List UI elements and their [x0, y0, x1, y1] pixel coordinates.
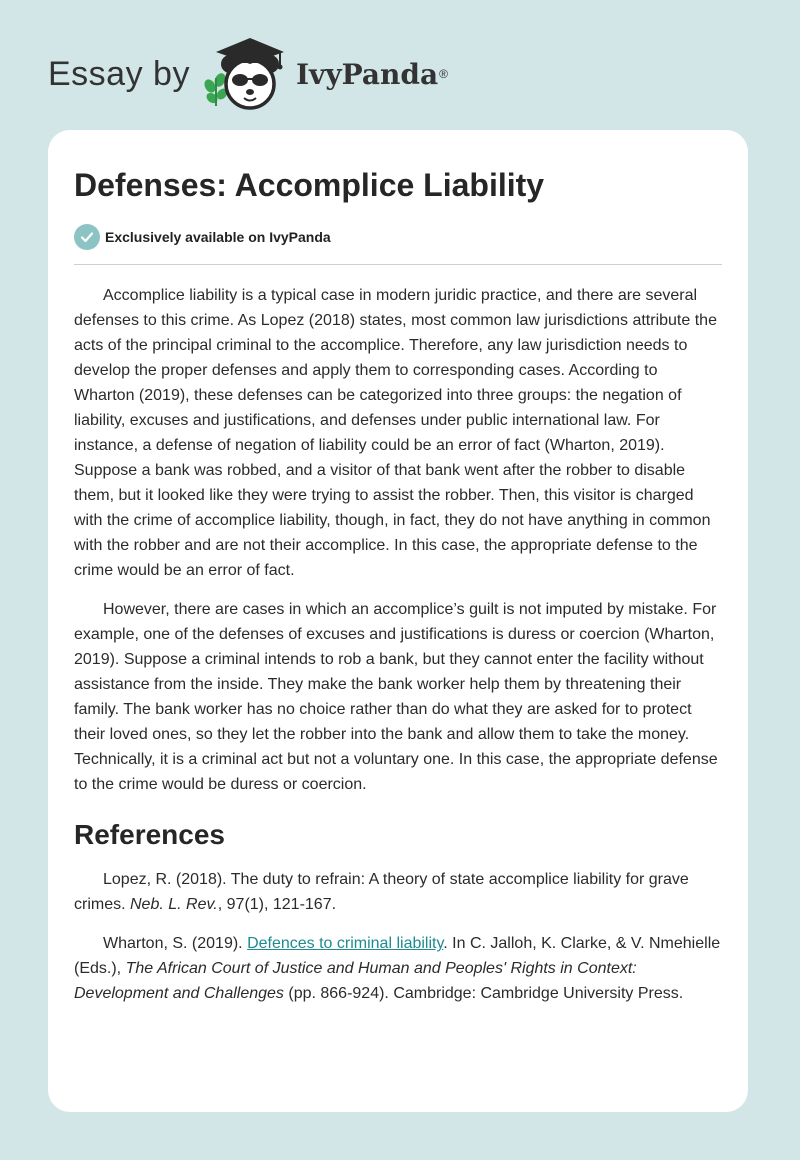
- ref-lopez-journal: Neb. L. Rev.: [130, 896, 218, 914]
- reference-lopez: [74, 867, 722, 917]
- ref-wharton-editors: . In C. Jalloh, K. Clarke, & V. Nmehielle (Eds.),: [74, 935, 721, 978]
- page-title: Defenses: Accomplice Liability: [74, 167, 545, 203]
- ref-wharton-publisher: (pp. 866-924). Cambridge: Cambridge University Press.: [283, 985, 684, 1003]
- references-heading: References: [74, 819, 225, 851]
- ref-wharton-link[interactable]: Defences to criminal liability: [247, 935, 444, 953]
- brand-registered-mark: ®: [439, 67, 448, 81]
- divider: [74, 264, 722, 265]
- check-icon: [74, 224, 100, 250]
- ref-lopez-details: , 97(1), 121-167.: [217, 896, 337, 914]
- exclusive-badge: [74, 224, 722, 250]
- brand-name: IvyPanda: [295, 57, 439, 91]
- brand-prefix: Essay by: [48, 54, 190, 93]
- ref-lopez-text: Lopez, R. (2018). The duty to refrain: A theory of state accomplice liability for grave crimes.: [74, 871, 689, 914]
- ref-wharton-book: The African Court of Justice and Human and Peoples' Rights in Context: Development and Challenges: [74, 960, 637, 1003]
- reference-wharton: [74, 931, 722, 1006]
- panda-logo-icon: [200, 34, 292, 114]
- body-paragraph-2: However, there are cases in which an accomplice’s guilt is not imputed by mistake. For example, one of the defenses of excuses and justifications is duress or coercion (Wharton, 2019). Suppose a criminal intends to rob a bank, but they cannot enter the facility without assistance from the inside. They make the bank worker help them by threatening their family. The bank worker has no choice rather than do what they are asked for to protect their loved ones, so they let the robber into the bank and allow them to take the money. Technically, it is a criminal act but not a voluntary one. In this case, the appropriate defense to the crime would be duress or coercion.: [74, 601, 718, 794]
- ref-wharton-author: Wharton, S. (2019).: [103, 935, 248, 953]
- exclusive-badge-label: Exclusively available on IvyPanda: [105, 229, 331, 246]
- site-brand[interactable]: [48, 34, 448, 114]
- article-card: [48, 130, 748, 1112]
- body-paragraph-1: Accomplice liability is a typical case in modern juridic practice, and there are several defenses to this crime. As Lopez (2018) states, most common law jurisdictions attribute the acts of the principal criminal to the accomplice. Therefore, any law jurisdiction needs to develop the proper defenses and apply them to corresponding cases. According to Wharton (2019), these defenses can be categorized into three groups: the negation of liability, excuses and justifications, and defenses under public international law. For instance, a defense of negation of liability could be an error of fact (Wharton, 2019). Suppose a bank was robbed, and a visitor of that bank went after the robber to disable them, but it looked like they were trying to assist the robber. Then, this visitor is charged with the crime of accomplice liability, though, in fact, they do not have anything in common with the robber and are not their accomplice. In this case, the appropriate defense to the crime would be an error of fact.: [74, 287, 717, 580]
